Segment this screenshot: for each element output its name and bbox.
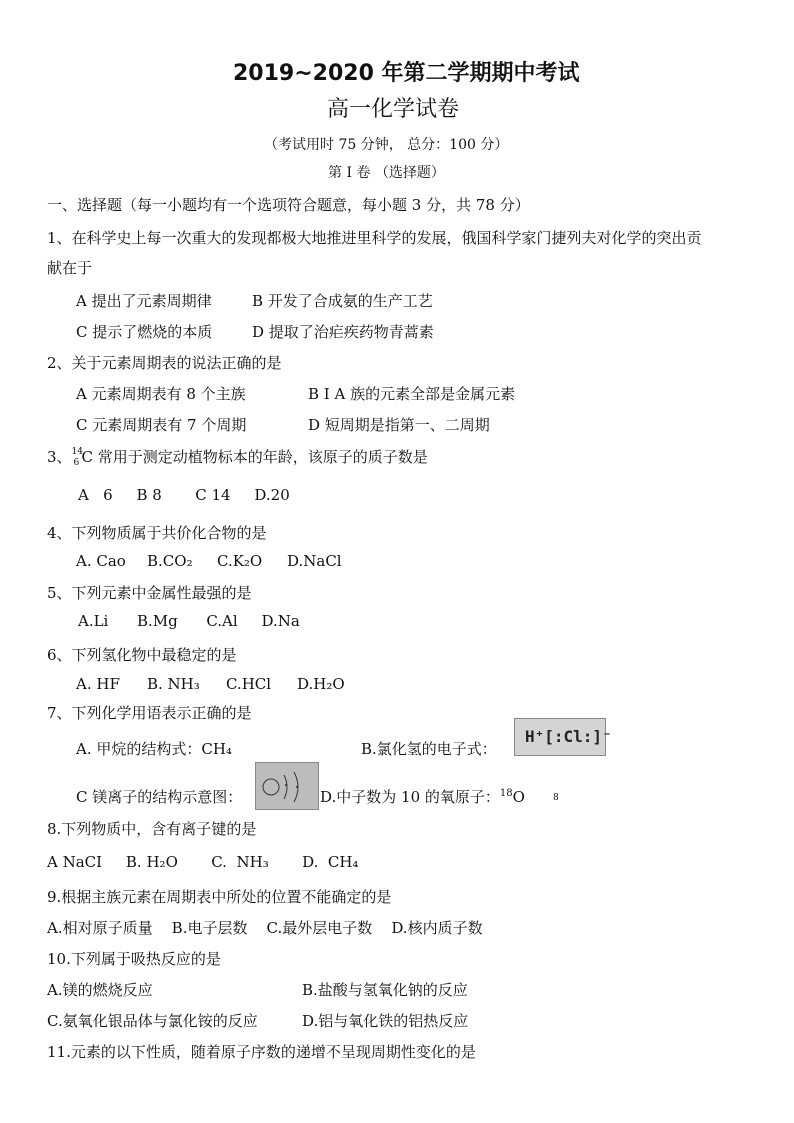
q3-mass-number: 14 [71,447,83,457]
q7-d-mass-number: 18 [499,788,513,799]
q10-option-b: B.盐酸与氢氧化钠的反应 [302,981,468,999]
q4-stem: 4、下列物质属于共价化合物的是 [47,524,267,542]
q2-option-a: A 元素周期表有 8 个主族 [76,385,246,403]
q4-option-b: B.CO₂ [147,552,193,570]
q4-option-a: A. Cao [76,552,126,570]
q1-option-b: B 开发了合成氨的生产工艺 [252,292,433,310]
q7-stem: 7、下列化学用语表示正确的是 [47,704,252,722]
q7-d-atomic-number: 8 [553,793,559,803]
q4-option-d: D.NaCl [287,552,342,570]
q1-option-d: D 提取了治疟疾药物青蒿素 [252,323,434,341]
q8-options: A NaCI B. H₂O C. NH₃ D. CH₄ [47,853,359,871]
q6-option-b: B. NH₃ [147,675,200,693]
q7-option-c: C 镁离子的结构示意图： [76,788,243,806]
q7-d-symbol: O [512,788,525,806]
q3-atomic-number: 6 [73,458,80,468]
q5-stem: 5、下列元素中金属性最强的是 [47,584,252,602]
q3-number: 3、 [47,448,72,466]
q9-options: A.相对原子质量 B.电子层数 C.最外层电子数 D.核内质子数 [47,919,483,937]
q8-stem: 8.下列物质中，含有离子键的是 [47,820,257,838]
q4-option-c: C.K₂O [217,552,263,570]
q10-option-d: D.铝与氧化铁的铝热反应 [302,1012,469,1030]
q5-options: A.Li B.Mg C.Al D.Na [78,612,300,630]
q7-option-a: A. 甲烷的结构式：CH₄ [76,740,232,758]
q3-options: A 6 B 8 C 14 D.20 [78,486,290,504]
exam-title: 2019~2020 年第二学期期中考试 [233,61,580,86]
magnesium-ion-diagram-icon [256,763,318,809]
q1-option-c: C 提示了燃烧的本质 [76,323,213,341]
hcl-electron-formula-image [514,718,612,756]
q7-option-d: D.中子数为 10 的氧原子： [320,788,500,806]
volume-label: 第 I 卷 （选择题） [328,165,445,181]
q6-option-d: D.H₂O [297,675,345,693]
q10-option-a: A.镁的燃烧反应 [47,981,153,999]
q6-stem: 6、下列氢化物中最稳定的是 [47,646,237,664]
q9-stem: 9.根据主族元素在周期表中所处的位置不能确定的是 [47,888,392,906]
q2-stem: 2、关于元素周期表的说法正确的是 [47,354,282,372]
q2-option-b: B I A 族的元素全部是金属元素 [308,385,516,403]
q1-stem-line1: 1、在科学史上每一次重大的发现都极大地推进里科学的发展，俄国科学家门捷列夫对化学的突出贡 [47,229,702,247]
q10-option-c: C.氨氧化银品体与氯化铵的反应 [47,1012,258,1030]
hcl-electron-formula: H⁺[:Cl:]⁻ [525,727,612,746]
q11-stem: 11.元素的以下性质，随着原子序数的递增不呈现周期性变化的是 [47,1043,476,1061]
q2-option-d: D 短周期是指第一、二周期 [308,416,490,434]
q10-stem: 10.下列属于吸热反应的是 [47,950,221,968]
exam-subtitle: 高一化学试卷 [327,97,460,122]
q6-option-c: C.HCl [226,675,272,693]
magnesium-ion-diagram-image [255,762,319,810]
carbon-14-isotope [72,447,82,469]
q2-option-c: C 元素周期表有 7 个周期 [76,416,247,434]
section-heading: 一、选择题（每一小题均有一个选项符合题意，每小题 3 分，共 78 分） [47,196,530,214]
q3-stem: C 常用于测定动植物标本的年龄，该原子的质子数是 [81,448,428,466]
exam-info: （考试用时 75 分钟， 总分：100 分） [264,137,509,153]
q7-option-b: B.氯化氢的电子式： [361,740,497,758]
q1-option-a: A 提出了元素周期律 [76,292,212,310]
q1-stem-line2: 献在于 [47,259,93,277]
q6-option-a: A. HF [76,675,120,693]
